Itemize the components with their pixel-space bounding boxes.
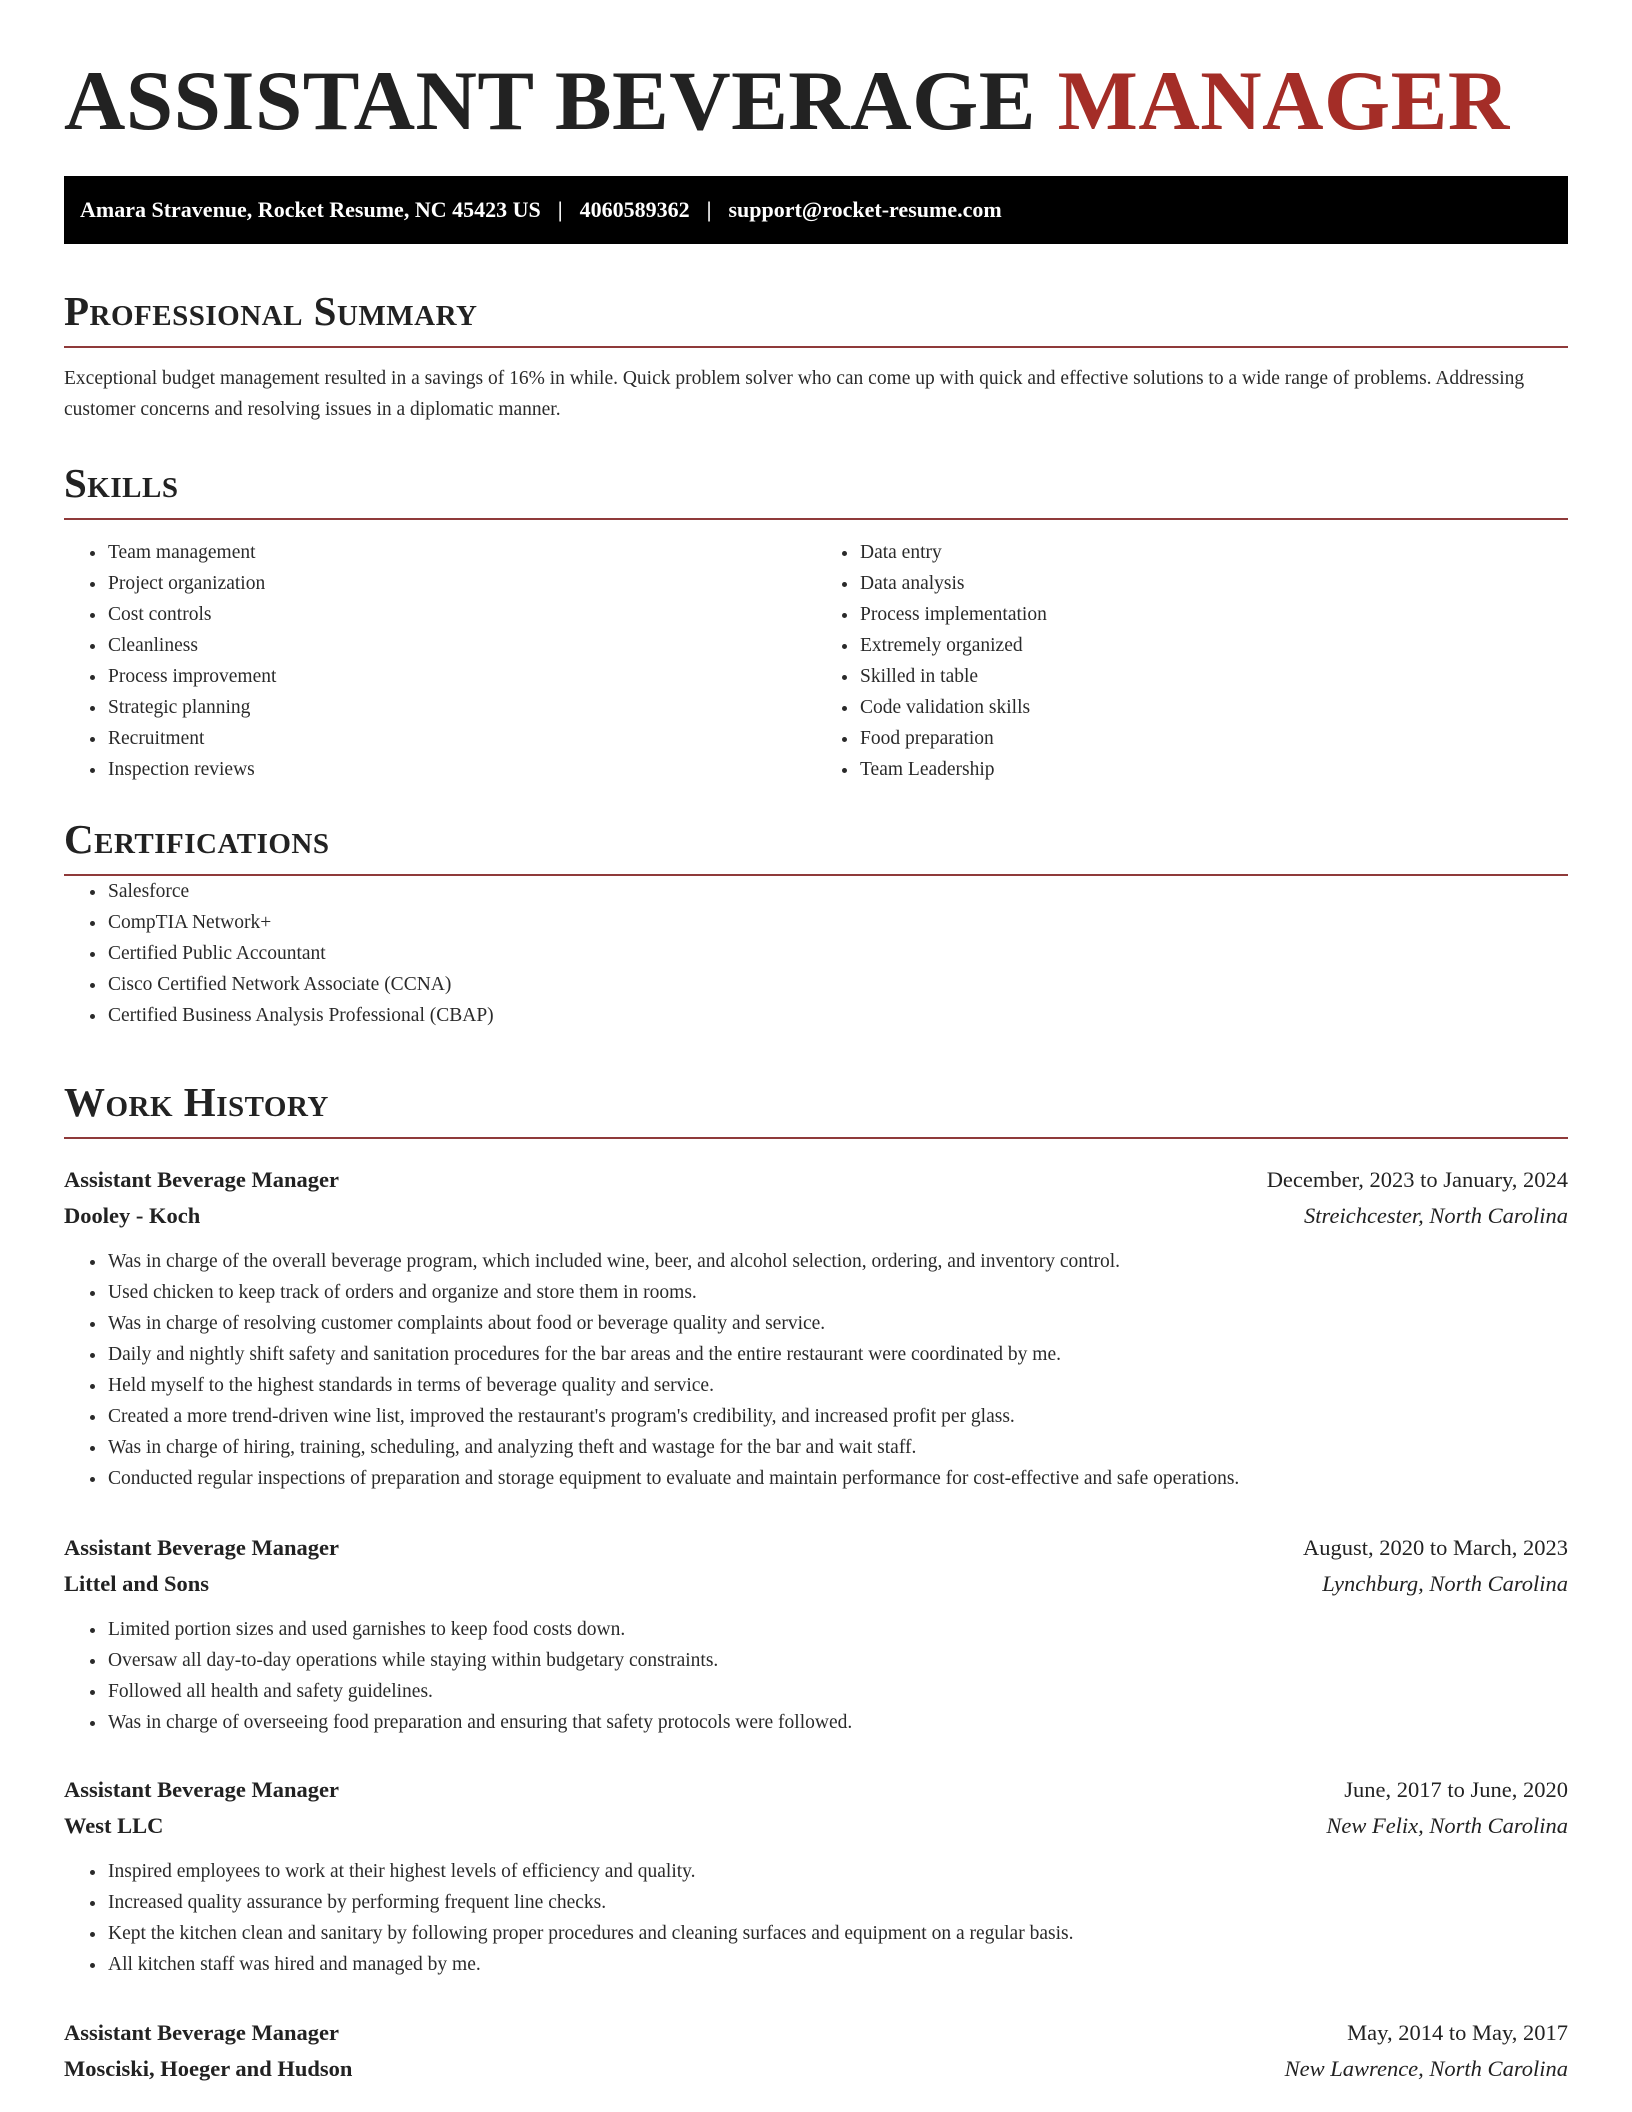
certifications-list xyxy=(64,876,1568,1031)
job-duty: • Created a more trend-driven wine list, improved the restaurant's program's credibility, and increased profit per glass. xyxy=(107,1401,1568,1432)
skill-item: • Team management xyxy=(107,537,816,568)
job-company: Littel and Sons xyxy=(64,1571,210,1596)
job-dates: May, 2014 to May, 2017 xyxy=(1347,2020,1568,2045)
job-location: Streichcester, North Carolina xyxy=(1304,1203,1568,1228)
skills-list-left xyxy=(64,537,816,785)
job-duty: • Daily and nightly shift safety and sanitation procedures for the bar areas and the entire restaurant were coordinated by me. xyxy=(107,1339,1568,1370)
certification-item: • Cisco Certified Network Associate (CCNA) xyxy=(107,969,1568,1000)
section-divider xyxy=(64,518,1568,520)
job-location: New Felix, North Carolina xyxy=(1326,1813,1568,1838)
contact-separator: | xyxy=(557,197,563,222)
skills-list-right xyxy=(816,537,1568,785)
job-company-row xyxy=(64,2051,1568,2087)
job-entry xyxy=(64,2015,1568,2087)
work-history-heading: Work History xyxy=(64,1079,329,1125)
job-duty: • Increased quality assurance by performing frequent line checks. xyxy=(107,1887,1568,1918)
job-duty: • Was in charge of resolving customer complaints about food or beverage quality and service. xyxy=(107,1308,1568,1339)
job-entry xyxy=(64,1162,1568,1494)
job-company: Dooley - Koch xyxy=(64,1203,201,1228)
job-duty: • Inspired employees to work at their highest levels of efficiency and quality. xyxy=(107,1856,1568,1887)
job-duty: • Conducted regular inspections of preparation and storage equipment to evaluate and maintain performance for cost-effective and safe operations. xyxy=(107,1463,1568,1494)
certifications-heading: Certifications xyxy=(64,816,330,862)
skill-item: • Skilled in table xyxy=(859,661,1568,692)
contact-separator: | xyxy=(706,197,712,222)
job-duty: • All kitchen staff was hired and managed by me. xyxy=(107,1949,1568,1980)
resume-title xyxy=(64,50,1510,152)
certification-item: • Certified Public Accountant xyxy=(107,938,1568,969)
job-duty: • Was in charge of overseeing food preparation and ensuring that safety protocols were followed. xyxy=(107,1707,1568,1738)
job-header-row xyxy=(64,1530,1568,1566)
contact-phone: 4060589362 xyxy=(579,197,690,222)
job-duty: • Held myself to the highest standards in terms of beverage quality and service. xyxy=(107,1370,1568,1401)
skill-item: • Project organization xyxy=(107,568,816,599)
job-header-row xyxy=(64,1772,1568,1808)
summary-section xyxy=(64,288,1568,425)
contact-address: Amara Stravenue, Rocket Resume, NC 45423 US xyxy=(80,197,541,222)
certification-item: • CompTIA Network+ xyxy=(107,907,1568,938)
job-duty: • Oversaw all day-to-day operations while staying within budgetary constraints. xyxy=(107,1645,1568,1676)
section-divider xyxy=(64,346,1568,348)
job-location: New Lawrence, North Carolina xyxy=(1284,2056,1568,2081)
job-dates: December, 2023 to January, 2024 xyxy=(1266,1167,1568,1192)
job-title: Assistant Beverage Manager xyxy=(64,2020,339,2045)
job-header-row xyxy=(64,1162,1568,1198)
job-company: West LLC xyxy=(64,1813,164,1838)
skill-item: • Recruitment xyxy=(107,723,816,754)
skill-item: • Cleanliness xyxy=(107,630,816,661)
skill-item: • Food preparation xyxy=(859,723,1568,754)
work-history-section xyxy=(64,1079,1568,1139)
job-header-row xyxy=(64,2015,1568,2051)
section-divider xyxy=(64,1137,1568,1139)
job-duty: • Was in charge of hiring, training, scheduling, and analyzing theft and wastage for the bar and wait staff. xyxy=(107,1432,1568,1463)
job-company-row xyxy=(64,1808,1568,1844)
job-dates: June, 2017 to June, 2020 xyxy=(1344,1777,1568,1802)
job-dates: August, 2020 to March, 2023 xyxy=(1303,1535,1568,1560)
job-duty: • Used chicken to keep track of orders and organize and store them in rooms. xyxy=(107,1277,1568,1308)
job-duties-list xyxy=(64,1246,1568,1494)
skills-section xyxy=(64,460,1568,785)
job-location: Lynchburg, North Carolina xyxy=(1322,1571,1568,1596)
job-company-row xyxy=(64,1198,1568,1234)
title-accent: MANAGER xyxy=(1057,54,1510,148)
job-company: Mosciski, Hoeger and Hudson xyxy=(64,2056,353,2081)
skill-item: • Data entry xyxy=(859,537,1568,568)
certification-item: • Salesforce xyxy=(107,876,1568,907)
contact-email: support@rocket-resume.com xyxy=(728,197,1002,222)
contact-bar xyxy=(64,176,1568,244)
job-title: Assistant Beverage Manager xyxy=(64,1535,339,1560)
job-duties-list xyxy=(64,1614,1568,1738)
skill-item: • Cost controls xyxy=(107,599,816,630)
skill-item: • Process implementation xyxy=(859,599,1568,630)
job-duty: • Kept the kitchen clean and sanitary by following proper procedures and cleaning surfaces and equipment on a regular basis. xyxy=(107,1918,1568,1949)
skill-item: • Extremely organized xyxy=(859,630,1568,661)
job-duties-list xyxy=(64,1856,1568,1980)
job-company-row xyxy=(64,1566,1568,1602)
job-duty: • Was in charge of the overall beverage program, which included wine, beer, and alcohol selection, ordering, and inventory control. xyxy=(107,1246,1568,1277)
skill-item: • Process improvement xyxy=(107,661,816,692)
job-title: Assistant Beverage Manager xyxy=(64,1167,339,1192)
skill-item: • Strategic planning xyxy=(107,692,816,723)
skills-columns xyxy=(64,537,1568,785)
job-title: Assistant Beverage Manager xyxy=(64,1777,339,1802)
job-entry xyxy=(64,1772,1568,1980)
title-main: ASSISTANT BEVERAGE xyxy=(64,54,1036,148)
skills-heading: Skills xyxy=(64,460,179,506)
certifications-section xyxy=(64,816,1568,1031)
summary-heading: Professional Summary xyxy=(64,288,478,334)
certification-item: • Certified Business Analysis Professional (CBAP) xyxy=(107,1000,1568,1031)
skill-item: • Code validation skills xyxy=(859,692,1568,723)
job-duty: • Limited portion sizes and used garnishes to keep food costs down. xyxy=(107,1614,1568,1645)
skill-item: • Inspection reviews xyxy=(107,754,816,785)
summary-text: Exceptional budget management resulted in a savings of 16% in while. Quick problem solver who can come up with quick and effective solutions to a wide range of problems. Addressing customer concerns and resolving issues in a diplomatic manner. xyxy=(64,368,1525,420)
skill-item: • Data analysis xyxy=(859,568,1568,599)
job-entry xyxy=(64,1530,1568,1738)
skill-item: • Team Leadership xyxy=(859,754,1568,785)
job-duty: • Followed all health and safety guidelines. xyxy=(107,1676,1568,1707)
